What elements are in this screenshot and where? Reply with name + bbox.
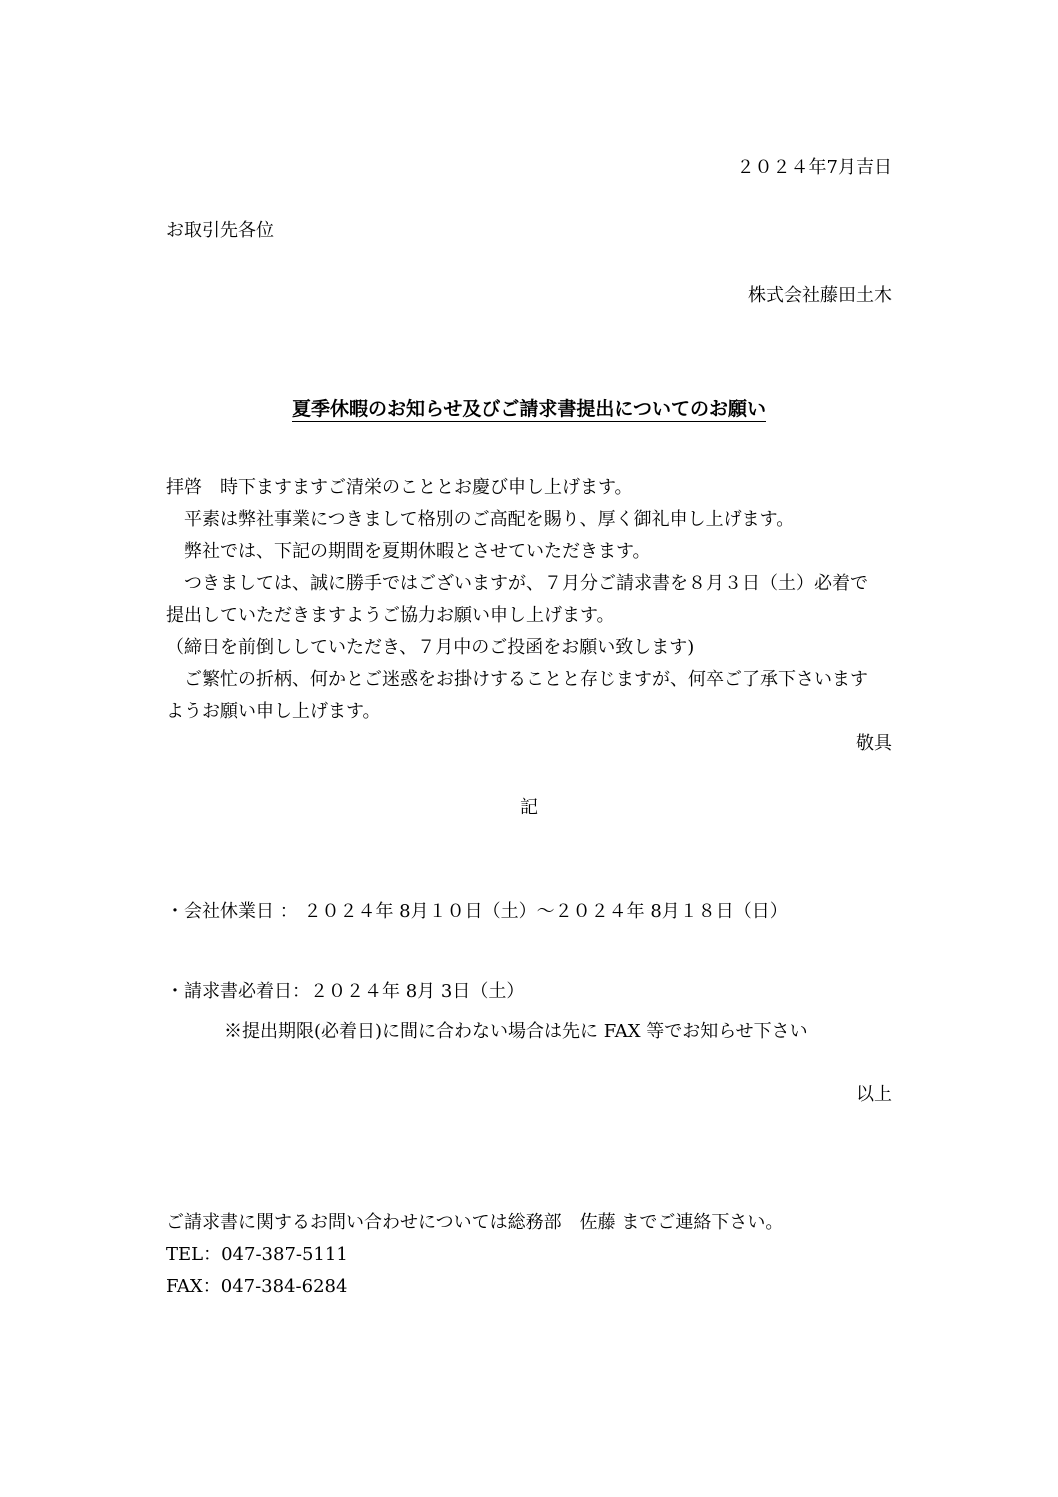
deadline-note: ※提出期限(必着日)に間に合わない場合は先に FAX 等でお知らせ下さい	[224, 1021, 808, 1042]
letter-title-text: 夏季休暇のお知らせ及びご請求書提出についてのお願い	[291, 398, 767, 420]
closing-keigu: 敬具	[856, 733, 892, 754]
contact-fax: FAX：047-384-6284	[166, 1276, 348, 1297]
body-line-7: ご繁忙の折柄、何かとご迷惑をお掛けすることと存じますが、何卒ご了承下さいます	[166, 669, 868, 690]
body-line-3: 弊社では、下記の期間を夏期休暇とさせていただきます。	[166, 541, 651, 562]
sender-company: 株式会社藤田土木	[748, 285, 892, 306]
inquiry-text: ご請求書に関するお問い合わせについては総務部 佐藤 までご連絡下さい。	[166, 1212, 784, 1233]
recipient: お取引先各位	[166, 220, 274, 241]
body-line-1: 拝啓 時下ますますご清栄のこととお慶び申し上げます。	[166, 477, 633, 498]
body-line-6: （締日を前倒ししていただき、７月中のご投函をお願い致します)	[166, 637, 695, 658]
contact-tel: TEL：047-387-5111	[166, 1244, 348, 1265]
letter-date: ２０２４年7月吉日	[736, 157, 892, 178]
body-line-2: 平素は弊社事業につきまして格別のご高配を賜り、厚く御礼申し上げます。	[166, 509, 795, 530]
ki-heading: 記	[520, 797, 538, 818]
ijou-closing: 以上	[856, 1084, 892, 1105]
invoice-due-date: ・請求書必着日：２０２４年 8月 3日（土）	[166, 981, 525, 1002]
body-line-4: つきましては、誠に勝手ではございますが、７月分ご請求書を８月３日（土）必着で	[166, 573, 868, 594]
body-line-5: 提出していただきますようご協力お願い申し上げます。	[166, 605, 615, 626]
body-line-8: ようお願い申し上げます。	[166, 701, 381, 722]
holiday-period: ・会社休業日 ： ２０２４年 8月１０日（土）～２０２４年 8月１８日（日）	[166, 901, 788, 922]
letter-title	[0, 397, 1058, 421]
